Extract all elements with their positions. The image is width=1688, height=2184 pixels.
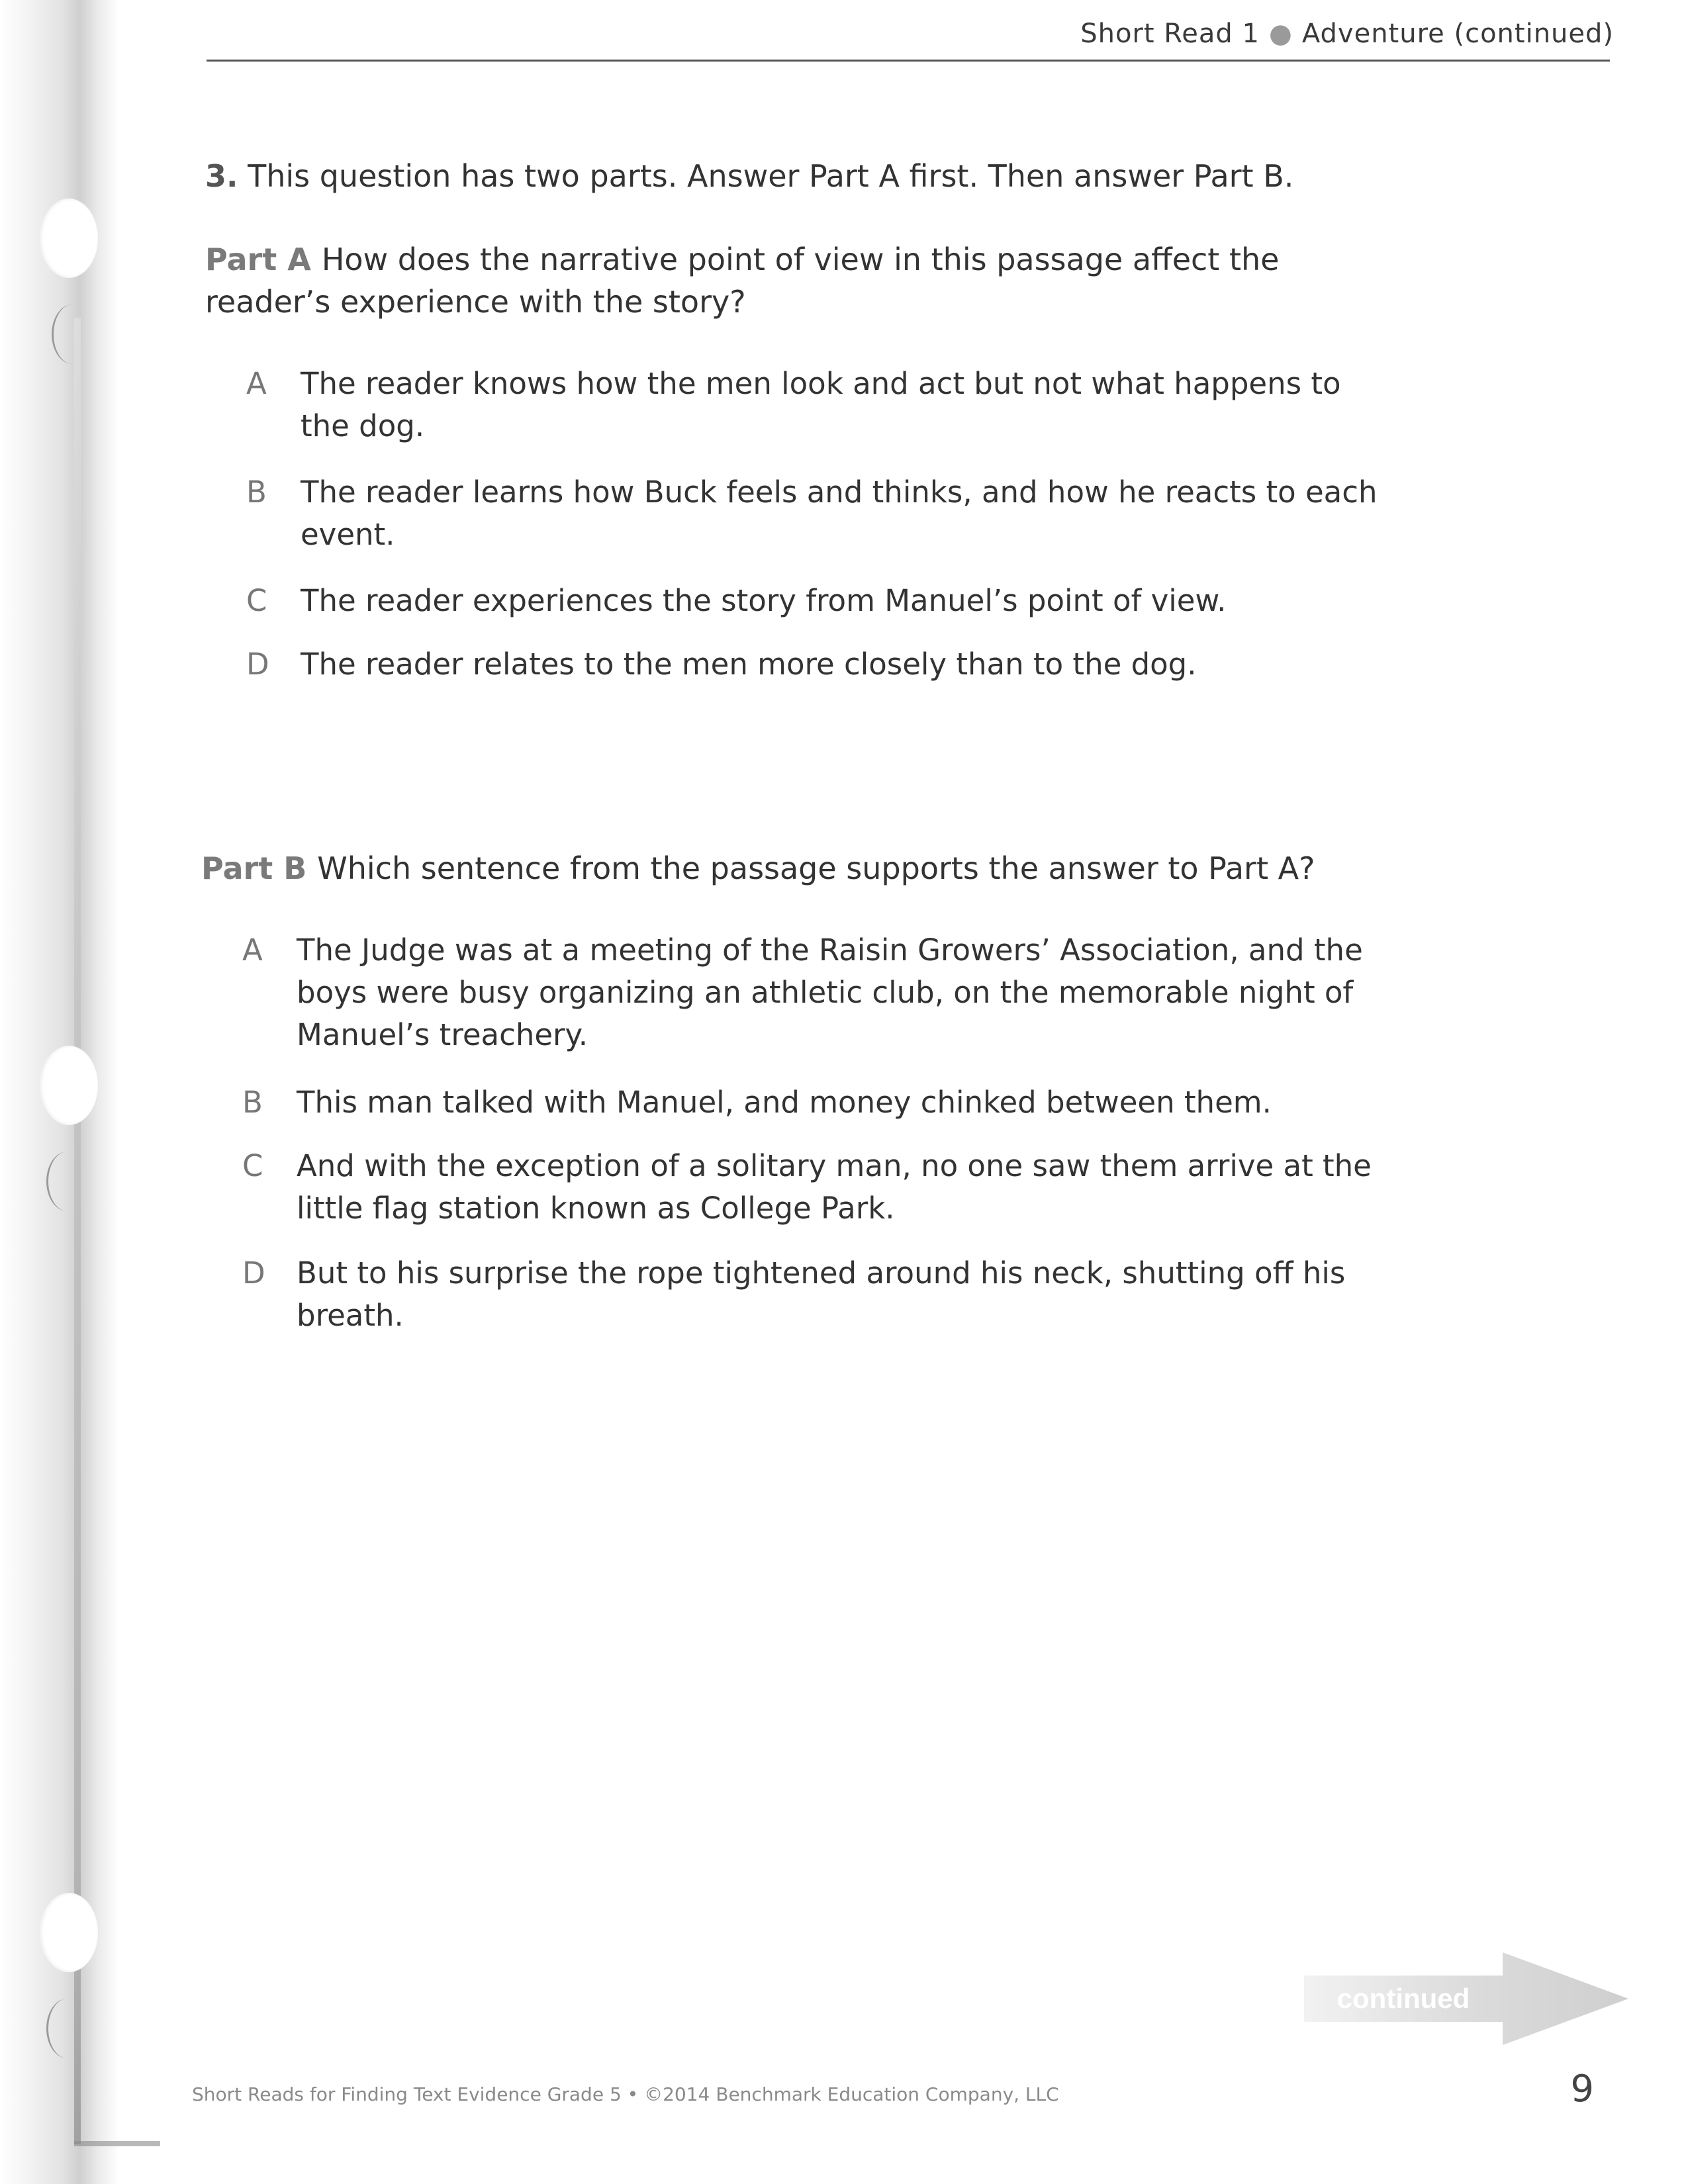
punch-hole-arc-bottom bbox=[46, 1999, 88, 2058]
punch-hole-middle bbox=[40, 1046, 98, 1125]
running-header-series: Short Read 1 bbox=[1080, 19, 1260, 49]
part-a-stem: How does the narrative point of view in this passage affect the reader’s experience with the story? bbox=[205, 242, 1280, 320]
choice-text: This man talked with Manuel, and money chinked between them. bbox=[297, 1085, 1272, 1120]
header-rule bbox=[207, 60, 1610, 62]
choice-letter: D bbox=[242, 1255, 265, 1291]
punch-hole-bottom bbox=[40, 1893, 98, 1972]
choice-text: And with the exception of a solitary man, no one saw them arrive at the little flag station known as College Park. bbox=[297, 1148, 1372, 1226]
running-header bbox=[1080, 19, 1614, 49]
choice-letter: A bbox=[242, 933, 263, 968]
binder-edge-corner bbox=[74, 2141, 160, 2146]
part-b-stem: Which sentence from the passage supports the answer to Part A? bbox=[317, 850, 1315, 886]
running-header-genre: Adventure (continued) bbox=[1301, 19, 1614, 49]
choice-letter: D bbox=[246, 647, 269, 682]
binder-edge-line bbox=[74, 318, 81, 2144]
footer-credit: Short Reads for Finding Text Evidence Grade 5 • ©2014 Benchmark Education Company, LLC bbox=[192, 2083, 1059, 2105]
part-a-heading bbox=[205, 238, 1331, 323]
page-number: 9 bbox=[1570, 2068, 1594, 2111]
question-number: 3. bbox=[205, 158, 238, 194]
choice-text: The reader experiences the story from Manuel’s point of view. bbox=[301, 583, 1227, 618]
choice-text: The reader learns how Buck feels and thinks, and how he reacts to each event. bbox=[301, 475, 1378, 552]
choice-letter: C bbox=[246, 583, 267, 618]
part-a-label: Part A bbox=[205, 242, 311, 277]
punch-hole-arc-middle bbox=[46, 1152, 88, 1211]
choice-letter: B bbox=[246, 475, 267, 510]
question-instruction: This question has two parts. Answer Part A first. Then answer Part B. bbox=[248, 158, 1294, 194]
punch-hole-arc-top bbox=[52, 304, 93, 364]
question-instruction-line bbox=[205, 156, 1293, 196]
header-bullet-icon: ● bbox=[1268, 19, 1293, 49]
choice-text: The reader relates to the men more closely than to the dog. bbox=[301, 647, 1197, 682]
continued-label: continued bbox=[1336, 1983, 1470, 2014]
choice-letter: A bbox=[246, 366, 267, 401]
part-b-label: Part B bbox=[201, 850, 307, 886]
choice-text: The reader knows how the men look and act but not what happens to the dog. bbox=[301, 366, 1341, 443]
part-b-heading bbox=[201, 847, 1393, 889]
choice-letter: B bbox=[242, 1085, 263, 1120]
choice-text: The Judge was at a meeting of the Raisin Growers’ Association, and the boys were busy organizing an athletic club, on the memorable night of Manuel’s treachery. bbox=[297, 933, 1363, 1052]
punch-hole-top bbox=[40, 199, 98, 278]
choice-letter: C bbox=[242, 1148, 263, 1183]
continued-arrow-icon bbox=[1304, 1952, 1628, 2045]
choice-text: But to his surprise the rope tightened around his neck, shutting off his breath. bbox=[297, 1255, 1346, 1333]
